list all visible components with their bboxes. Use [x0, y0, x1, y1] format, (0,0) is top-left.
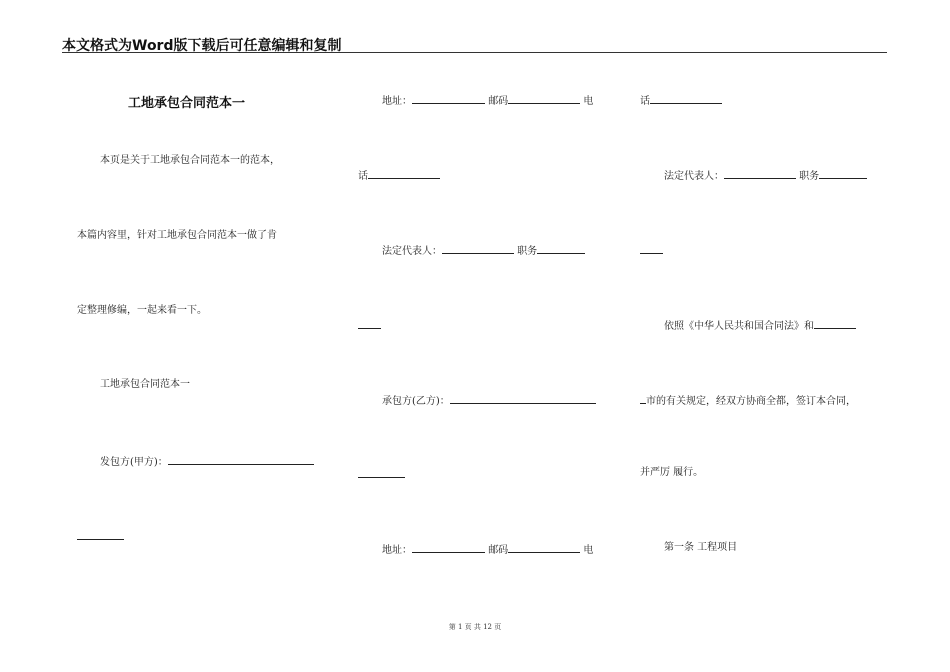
- phone-line-col3: [640, 92, 722, 109]
- rep-blank-col3: [724, 167, 796, 179]
- party-b-blank: [450, 392, 596, 404]
- contract-subtitle: 工地承包合同范本一: [100, 379, 190, 390]
- party-a-label: 发包方(甲方)：: [100, 457, 168, 468]
- city-line: [640, 392, 856, 409]
- rep-line: [382, 242, 585, 259]
- phone-blank-col3: [650, 92, 722, 104]
- download-banner: 本文格式为Word版下载后可任意编辑和复制: [62, 38, 342, 54]
- phone2-label-start: 电: [583, 545, 594, 556]
- title-blank-2: [358, 317, 381, 329]
- party-a-line: [100, 453, 314, 470]
- zip2-label: 邮码: [488, 545, 509, 556]
- zip-label: 邮码: [488, 96, 509, 107]
- party-a-blank-2: [77, 528, 124, 540]
- address2-label: 地址：: [382, 545, 412, 556]
- law-text: 依照《中华人民共和国合同法》和: [664, 321, 814, 332]
- rep-label: 法定代表人：: [382, 246, 442, 257]
- phone-line: [358, 167, 440, 184]
- comply-line: 并严厉 履行。: [640, 467, 704, 478]
- address2-line: [382, 541, 593, 558]
- zip-blank: [508, 92, 580, 104]
- header-rule: [62, 52, 887, 53]
- document-title: 工地承包合同范本一: [128, 96, 246, 111]
- rep-label-col3: 法定代表人：: [664, 171, 724, 182]
- rep-continuation-col3: [640, 242, 663, 259]
- party-b-line: [382, 392, 596, 409]
- party-a-continuation: [77, 528, 124, 545]
- phone-label-end-col3: 话: [640, 96, 650, 107]
- rep-blank: [442, 242, 514, 254]
- party-a-blank: [168, 453, 314, 465]
- title-blank: [537, 242, 585, 254]
- title-blank-col3-2: [640, 242, 663, 254]
- article-1-heading: 第一条 工程项目: [664, 542, 738, 553]
- party-b-label: 承包方(乙方)：: [382, 396, 450, 407]
- law-line: [664, 317, 856, 334]
- title-label-col3: 职务: [799, 171, 820, 182]
- title-label: 职务: [517, 246, 538, 257]
- city-text: 市的有关规定，经双方协商全都，签订本合同，: [646, 396, 856, 407]
- intro-line-1: 本页是关于工地承包合同范本一的范本，: [100, 155, 280, 166]
- zip2-blank: [508, 541, 580, 553]
- phone-label-end: 话: [358, 171, 368, 182]
- party-b-continuation: [358, 466, 405, 483]
- phone-blank: [368, 167, 440, 179]
- address-blank: [412, 92, 485, 104]
- intro-line-3: 定整理修编，一起来看一下。: [77, 305, 207, 316]
- party-b-blank-2: [358, 466, 405, 478]
- title-blank-col3: [819, 167, 867, 179]
- law-blank: [814, 317, 856, 329]
- address-label: 地址：: [382, 96, 412, 107]
- rep-continuation: [358, 317, 381, 334]
- rep-line-col3: [664, 167, 867, 184]
- phone-label-start: 电: [583, 96, 594, 107]
- page-number: 第 1 页 共 12 页: [448, 623, 502, 631]
- address2-blank: [412, 541, 485, 553]
- address-line: [382, 92, 593, 109]
- intro-line-2: 本篇内容里，针对工地承包合同范本一做了肯: [77, 230, 277, 241]
